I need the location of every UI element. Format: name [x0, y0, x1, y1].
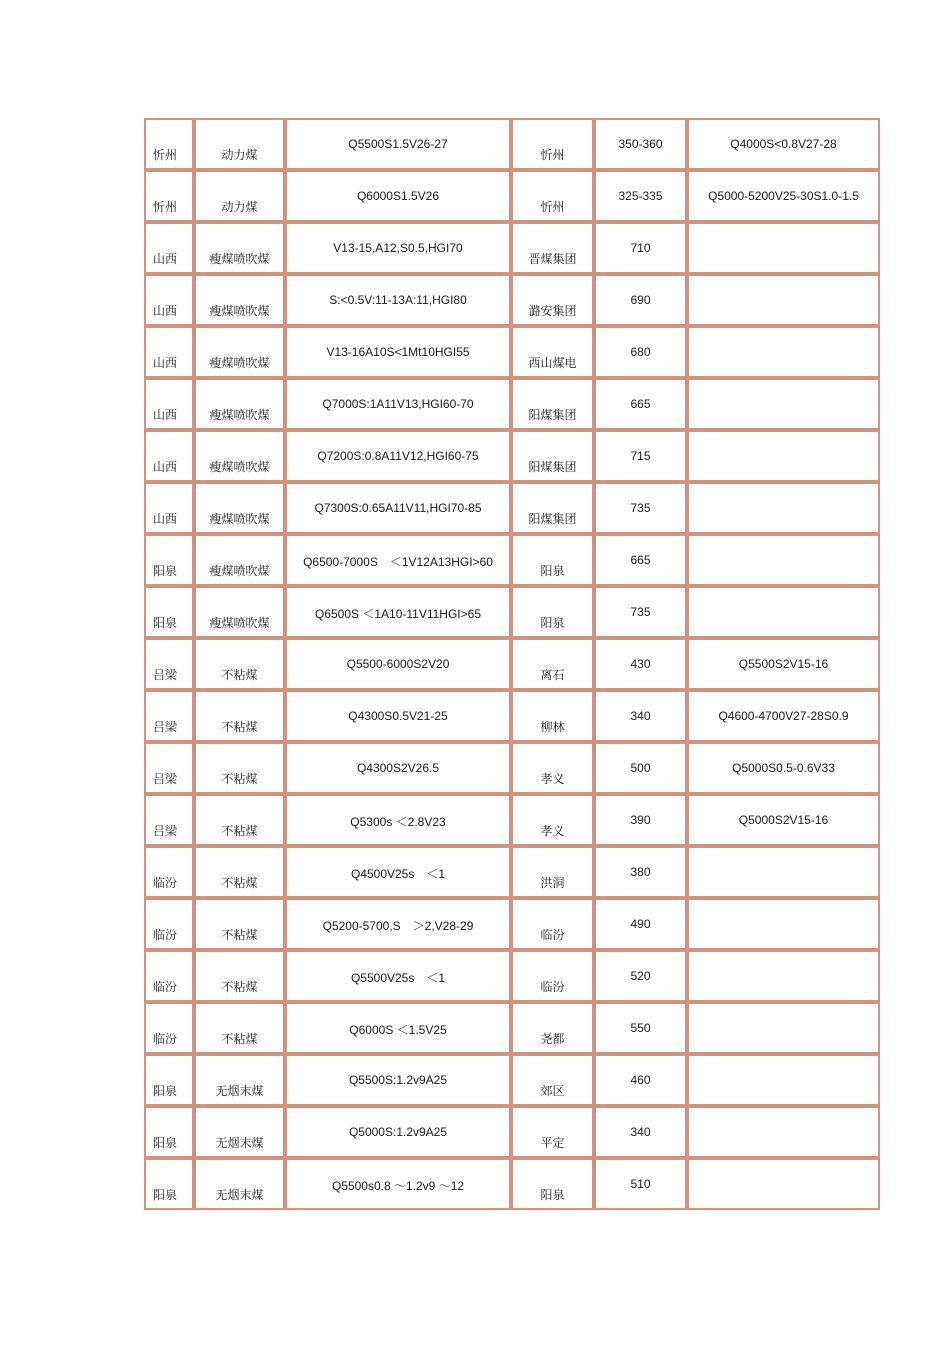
region-cell: 阳泉	[144, 1106, 194, 1158]
note-cell: Q4000S<0.8V27-28	[687, 118, 880, 170]
spec-cell: Q4500V25s ＜1	[285, 846, 511, 898]
table-row	[144, 742, 880, 794]
note-cell: Q5000-5200V25-30S1.0-1.5	[687, 170, 880, 222]
price-cell: 490	[594, 898, 687, 950]
origin-cell: 西山煤电	[511, 326, 594, 378]
origin-cell: 阳煤集团	[511, 378, 594, 430]
coal-type-cell: 不粘煤	[194, 1002, 285, 1054]
price-cell: 690	[594, 274, 687, 326]
price-cell: 340	[594, 690, 687, 742]
origin-cell: 忻州	[511, 118, 594, 170]
table-row	[144, 950, 880, 1002]
note-cell	[687, 1106, 880, 1158]
coal-type-cell: 瘦煤喷吹煤	[194, 326, 285, 378]
origin-cell: 潞安集团	[511, 274, 594, 326]
coal-type-cell: 瘦煤喷吹煤	[194, 534, 285, 586]
origin-cell: 阳泉	[511, 534, 594, 586]
spec-cell: V13-16A10S<1Mt10HGI55	[285, 326, 511, 378]
table-row	[144, 430, 880, 482]
price-cell: 510	[594, 1158, 687, 1210]
coal-type-cell: 瘦煤喷吹煤	[194, 482, 285, 534]
spec-cell: Q6500S ＜1A10-11V11HGI>65	[285, 586, 511, 638]
region-cell: 临汾	[144, 950, 194, 1002]
note-cell: Q5500S2V15-16	[687, 638, 880, 690]
note-cell	[687, 430, 880, 482]
note-cell	[687, 898, 880, 950]
note-cell: Q5000S0.5-0.6V33	[687, 742, 880, 794]
table-row	[144, 534, 880, 586]
region-cell: 阳泉	[144, 586, 194, 638]
table-row	[144, 118, 880, 170]
note-cell	[687, 586, 880, 638]
table-row	[144, 1158, 880, 1210]
region-cell: 吕梁	[144, 794, 194, 846]
spec-cell: Q6000S1.5V26	[285, 170, 511, 222]
table-row	[144, 326, 880, 378]
note-cell	[687, 222, 880, 274]
region-cell: 山西	[144, 378, 194, 430]
coal-type-cell: 瘦煤喷吹煤	[194, 586, 285, 638]
origin-cell: 临汾	[511, 950, 594, 1002]
region-cell: 阳泉	[144, 1158, 194, 1210]
note-cell	[687, 1158, 880, 1210]
coal-type-cell: 不粘煤	[194, 950, 285, 1002]
origin-cell: 临汾	[511, 898, 594, 950]
table-row	[144, 378, 880, 430]
origin-cell: 平定	[511, 1106, 594, 1158]
coal-type-cell: 不粘煤	[194, 742, 285, 794]
price-cell: 460	[594, 1054, 687, 1106]
spec-cell: Q5500S:1.2v9A25	[285, 1054, 511, 1106]
spec-cell: Q5300s ＜2.8V23	[285, 794, 511, 846]
spec-cell: Q5500-6000S2V20	[285, 638, 511, 690]
region-cell: 吕梁	[144, 742, 194, 794]
coal-type-cell: 动力煤	[194, 118, 285, 170]
spec-cell: S:<0.5V:11-13A:11,HGI80	[285, 274, 511, 326]
price-cell: 735	[594, 586, 687, 638]
region-cell: 临汾	[144, 898, 194, 950]
note-cell: Q5000S2V15-16	[687, 794, 880, 846]
table-row	[144, 586, 880, 638]
spec-cell: Q6000S ＜1.5V25	[285, 1002, 511, 1054]
coal-type-cell: 不粘煤	[194, 898, 285, 950]
origin-cell: 洪洞	[511, 846, 594, 898]
spec-cell: Q6500-7000S ＜1V12A13HGI>60	[285, 534, 511, 586]
price-cell: 680	[594, 326, 687, 378]
price-cell: 380	[594, 846, 687, 898]
region-cell: 阳泉	[144, 534, 194, 586]
price-cell: 550	[594, 1002, 687, 1054]
table-row	[144, 170, 880, 222]
origin-cell: 孝义	[511, 742, 594, 794]
spec-cell: Q5200-5700,S ＞2,V28-29	[285, 898, 511, 950]
note-cell	[687, 1002, 880, 1054]
origin-cell: 孝义	[511, 794, 594, 846]
coal-type-cell: 瘦煤喷吹煤	[194, 378, 285, 430]
table-row	[144, 1106, 880, 1158]
origin-cell: 离石	[511, 638, 594, 690]
table-row	[144, 1054, 880, 1106]
origin-cell: 柳林	[511, 690, 594, 742]
price-cell: 710	[594, 222, 687, 274]
spec-cell: Q5000S:1.2v9A25	[285, 1106, 511, 1158]
region-cell: 临汾	[144, 1002, 194, 1054]
price-cell: 735	[594, 482, 687, 534]
spec-cell: Q7000S:1A11V13,HGI60-70	[285, 378, 511, 430]
table-row	[144, 898, 880, 950]
region-cell: 山西	[144, 482, 194, 534]
spec-cell: V13-15,A12,S0.5,HGI70	[285, 222, 511, 274]
coal-type-cell: 无烟末煤	[194, 1158, 285, 1210]
spec-cell: Q5500s0.8 ～1.2v9 ～12	[285, 1158, 511, 1210]
coal-type-cell: 不粘煤	[194, 794, 285, 846]
price-cell: 350-360	[594, 118, 687, 170]
price-cell: 500	[594, 742, 687, 794]
region-cell: 吕梁	[144, 638, 194, 690]
origin-cell: 阳煤集团	[511, 482, 594, 534]
region-cell: 忻州	[144, 170, 194, 222]
origin-cell: 阳煤集团	[511, 430, 594, 482]
spec-cell: Q7200S:0.8A11V12,HGI60-75	[285, 430, 511, 482]
coal-type-cell: 瘦煤喷吹煤	[194, 430, 285, 482]
table-row	[144, 274, 880, 326]
origin-cell: 阳泉	[511, 1158, 594, 1210]
table-row	[144, 1002, 880, 1054]
origin-cell: 忻州	[511, 170, 594, 222]
spec-cell: Q4300S2V26.5	[285, 742, 511, 794]
origin-cell: 尧都	[511, 1002, 594, 1054]
note-cell	[687, 326, 880, 378]
note-cell	[687, 482, 880, 534]
table-row	[144, 794, 880, 846]
note-cell	[687, 378, 880, 430]
price-cell: 340	[594, 1106, 687, 1158]
spec-cell: Q4300S0.5V21-25	[285, 690, 511, 742]
note-cell	[687, 950, 880, 1002]
note-cell	[687, 534, 880, 586]
region-cell: 山西	[144, 430, 194, 482]
region-cell: 忻州	[144, 118, 194, 170]
region-cell: 山西	[144, 326, 194, 378]
table-row	[144, 482, 880, 534]
price-cell: 325-335	[594, 170, 687, 222]
table-row	[144, 690, 880, 742]
coal-price-table	[144, 118, 880, 1210]
price-cell: 390	[594, 794, 687, 846]
price-cell: 715	[594, 430, 687, 482]
spec-cell: Q5500S1.5V26-27	[285, 118, 511, 170]
region-cell: 山西	[144, 222, 194, 274]
table-row	[144, 638, 880, 690]
region-cell: 临汾	[144, 846, 194, 898]
note-cell	[687, 1054, 880, 1106]
note-cell	[687, 846, 880, 898]
note-cell	[687, 274, 880, 326]
coal-type-cell: 瘦煤喷吹煤	[194, 274, 285, 326]
table-body	[144, 118, 880, 1210]
table-row	[144, 846, 880, 898]
coal-type-cell: 无烟末煤	[194, 1106, 285, 1158]
coal-type-cell: 无烟末煤	[194, 1054, 285, 1106]
table-row	[144, 222, 880, 274]
region-cell: 吕梁	[144, 690, 194, 742]
price-cell: 430	[594, 638, 687, 690]
coal-type-cell: 不粘煤	[194, 846, 285, 898]
price-cell: 520	[594, 950, 687, 1002]
region-cell: 阳泉	[144, 1054, 194, 1106]
coal-type-cell: 不粘煤	[194, 638, 285, 690]
origin-cell: 郊区	[511, 1054, 594, 1106]
price-cell: 665	[594, 378, 687, 430]
coal-type-cell: 瘦煤喷吹煤	[194, 222, 285, 274]
region-cell: 山西	[144, 274, 194, 326]
note-cell: Q4600-4700V27-28S0.9	[687, 690, 880, 742]
price-cell: 665	[594, 534, 687, 586]
coal-type-cell: 动力煤	[194, 170, 285, 222]
spec-cell: Q5500V25s ＜1	[285, 950, 511, 1002]
coal-type-cell: 不粘煤	[194, 690, 285, 742]
spec-cell: Q7300S:0.65A11V11,HGI70-85	[285, 482, 511, 534]
origin-cell: 晋煤集团	[511, 222, 594, 274]
origin-cell: 阳泉	[511, 586, 594, 638]
